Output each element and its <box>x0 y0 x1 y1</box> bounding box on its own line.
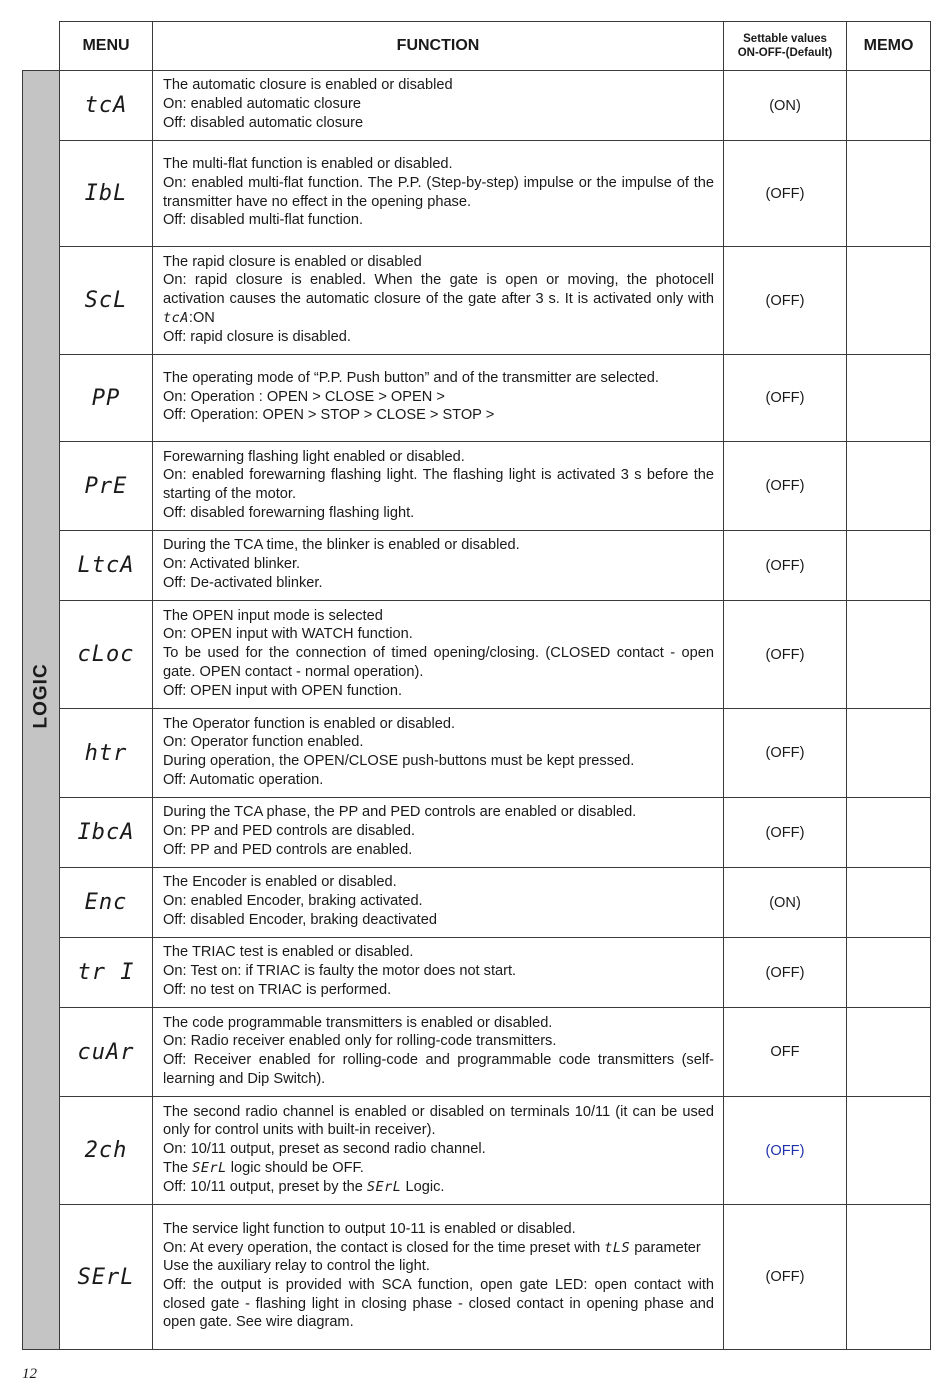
function-text: The operating mode of “P.P. Push button” and of the transmitter are selected. <box>163 369 659 386</box>
function-text: The second radio channel is enabled or disabled on terminals 10/11 (it can be used only for control units with built-in receiver). <box>163 1103 714 1139</box>
header-settable-values <box>724 22 847 71</box>
memo-cell <box>847 355 931 442</box>
default-value: (OFF) <box>724 1097 847 1205</box>
function-text: On: Operator function enabled. <box>163 734 364 751</box>
table-row <box>23 247 931 355</box>
function-text: On: 10/11 output, preset as second radio channel. <box>163 1141 486 1158</box>
table-row <box>23 938 931 1008</box>
default-value: (ON) <box>724 71 847 141</box>
function-text: Off: De-activated blinker. <box>163 574 323 591</box>
function-text: Off: disabled Encoder, braking deactivated <box>163 911 437 928</box>
default-value: (OFF) <box>724 141 847 247</box>
default-value: (OFF) <box>724 531 847 601</box>
memo-cell <box>847 531 931 601</box>
function-text: On: PP and PED controls are disabled. <box>163 823 416 840</box>
function-text: The OPEN input mode is selected <box>163 607 383 624</box>
default-value: (OFF) <box>724 442 847 531</box>
function-cell <box>153 868 724 938</box>
function-text: During the TCA phase, the PP and PED controls are enabled or disabled. <box>163 804 637 821</box>
function-text: Off: Automatic operation. <box>163 771 324 788</box>
default-value: (OFF) <box>724 601 847 709</box>
table-row <box>23 868 931 938</box>
memo-cell <box>847 938 931 1008</box>
function-text-part: :ON <box>188 309 215 326</box>
function-text-part: logic should be OFF. <box>230 1159 364 1176</box>
function-text-part: The <box>163 1159 189 1176</box>
function-cell <box>153 798 724 868</box>
default-value: (OFF) <box>724 1205 847 1350</box>
menu-code-cell <box>60 868 153 938</box>
menu-code-cell <box>60 141 153 247</box>
table-row <box>23 1008 931 1097</box>
function-text: On: OPEN input with WATCH function. <box>163 626 413 643</box>
function-cell <box>153 1205 724 1350</box>
lcd-inline-code: SErL <box>366 1178 402 1195</box>
function-text-part: Logic. <box>405 1178 445 1195</box>
function-text: Off: no test on TRIAC is performed. <box>163 981 392 998</box>
table-row <box>23 71 931 141</box>
function-text: Off: disabled automatic closure <box>163 114 364 131</box>
function-text: Use the auxiliary relay to control the light. <box>163 1258 430 1275</box>
function-cell <box>153 938 724 1008</box>
memo-cell <box>847 442 931 531</box>
menu-code-cell <box>60 247 153 355</box>
lcd-code: IbL <box>84 181 128 206</box>
lcd-code: cuAr <box>77 1039 135 1065</box>
function-text <box>163 1159 714 1178</box>
function-text: Off: PP and PED controls are enabled. <box>163 841 413 858</box>
lcd-code: LtcA <box>77 553 135 578</box>
default-value: (ON) <box>724 868 847 938</box>
lcd-code: Enc <box>84 890 128 915</box>
memo-cell <box>847 141 931 247</box>
menu-code-cell <box>60 1097 153 1205</box>
function-text-part: On: At every operation, the contact is closed for the time preset with <box>163 1239 601 1256</box>
function-text: Off: disabled multi-flat function. <box>163 212 364 229</box>
function-text: The Operator function is enabled or disabled. <box>163 715 456 732</box>
function-text: The service light function to output 10-11 is enabled or disabled. <box>163 1220 576 1237</box>
function-text: On: Radio receiver enabled only for rolling-code transmitters. <box>163 1033 557 1050</box>
function-text: Off: the output is provided with SCA function, open gate LED: open contact with closed gate - flashing light in closing phase - closed contact in opening phase and open gate. See wire diagram. <box>163 1277 714 1331</box>
menu-code-cell <box>60 71 153 141</box>
function-text: During operation, the OPEN/CLOSE push-buttons must be kept pressed. <box>163 753 635 769</box>
header-values-line2: ON-OFF-(Default) <box>737 47 833 59</box>
table-row <box>23 141 931 247</box>
function-text: The Encoder is enabled or disabled. <box>163 874 397 891</box>
function-cell <box>153 247 724 355</box>
function-text: The TRIAC test is enabled or disabled. <box>163 944 414 961</box>
menu-code-cell <box>60 355 153 442</box>
memo-cell <box>847 1008 931 1097</box>
lcd-code: ScL <box>84 288 128 313</box>
function-text: On: enabled Encoder, braking activated. <box>163 893 423 910</box>
function-text: The multi-flat function is enabled or disabled. <box>163 156 453 173</box>
memo-cell <box>847 868 931 938</box>
function-text-part: Off: 10/11 output, preset by the <box>163 1178 363 1195</box>
lcd-code: SErL <box>77 1264 135 1290</box>
default-value: (OFF) <box>724 247 847 355</box>
memo-cell <box>847 71 931 141</box>
function-text: The automatic closure is enabled or disabled <box>163 77 453 94</box>
lcd-inline-code: SErL <box>192 1159 227 1176</box>
function-text: The rapid closure is enabled or disabled <box>163 253 422 270</box>
header-values-line1: Settable values <box>743 33 827 45</box>
memo-cell <box>847 247 931 355</box>
function-text: On: Activated blinker. <box>163 556 301 573</box>
function-text: On: enabled multi-flat function. The P.P. (Step-by-step) impulse or the impulse of the transmitter have no effect in the opening phase. <box>163 174 714 210</box>
function-text <box>163 1239 714 1258</box>
table-row <box>23 355 931 442</box>
function-text: Off: Receiver enabled for rolling-code and programmable code transmitters (self-learning and Dip Switch). <box>163 1052 714 1087</box>
lcd-code: PrE <box>84 473 128 499</box>
function-cell <box>153 141 724 247</box>
menu-code-cell <box>60 798 153 868</box>
memo-cell <box>847 709 931 798</box>
table-header-row <box>23 22 931 71</box>
default-value: OFF <box>724 1008 847 1097</box>
menu-code-cell <box>60 1008 153 1097</box>
lcd-code: IbcA <box>77 820 135 845</box>
default-value: (OFF) <box>724 355 847 442</box>
function-cell <box>153 709 724 798</box>
lcd-code: 2ch <box>84 1138 128 1163</box>
logic-settings-table <box>22 21 931 1350</box>
menu-code-cell <box>60 938 153 1008</box>
menu-code-cell <box>60 531 153 601</box>
function-cell <box>153 1097 724 1205</box>
function-text: On: enabled forewarning flashing light. The flashing light is activated 3 s before the starting of the motor. <box>163 467 714 502</box>
function-cell <box>153 1008 724 1097</box>
lcd-code: tr I <box>77 960 135 985</box>
function-text: Forewarning flashing light enabled or disabled. <box>163 448 465 465</box>
table-row <box>23 442 931 531</box>
section-label: LOGIC <box>30 663 52 729</box>
header-menu: MENU <box>60 22 153 71</box>
default-value: (OFF) <box>724 798 847 868</box>
function-text: On: Operation : OPEN > CLOSE > OPEN > <box>163 388 445 405</box>
function-text: Off: disabled forewarning flashing light. <box>163 504 415 521</box>
default-value: (OFF) <box>724 709 847 798</box>
memo-cell <box>847 601 931 709</box>
function-cell <box>153 442 724 531</box>
memo-cell <box>847 798 931 868</box>
table-row <box>23 601 931 709</box>
function-text: Off: rapid closure is disabled. <box>163 328 351 345</box>
function-text: Off: OPEN input with OPEN function. <box>163 682 403 699</box>
header-function: FUNCTION <box>153 22 724 71</box>
table-row <box>23 798 931 868</box>
function-text: To be used for the connection of timed opening/closing. (CLOSED contact - open gate. OPEN contact - normal operation). <box>163 645 714 680</box>
function-text: Off: Operation: OPEN > STOP > CLOSE > STOP > <box>163 407 495 424</box>
function-text-part: On: rapid closure is enabled. When the gate is open or moving, the photocell activation causes the automatic closure of the gate after 3 s. It is activated only with <box>163 272 714 308</box>
default-value: (OFF) <box>724 938 847 1008</box>
table-row <box>23 1097 931 1205</box>
function-cell <box>153 601 724 709</box>
lcd-code: cLoc <box>77 642 135 667</box>
function-text <box>163 1178 714 1197</box>
memo-cell <box>847 1205 931 1350</box>
lcd-code: tcA <box>84 93 128 118</box>
function-cell <box>153 355 724 442</box>
function-cell <box>153 71 724 141</box>
menu-code-cell <box>60 442 153 531</box>
menu-code-cell <box>60 1205 153 1350</box>
table-row <box>23 531 931 601</box>
lcd-inline-code: tLS <box>604 1239 631 1256</box>
menu-code-cell <box>60 601 153 709</box>
lcd-code: PP <box>91 385 121 411</box>
memo-cell <box>847 1097 931 1205</box>
header-corner <box>23 22 60 71</box>
lcd-code: htr <box>84 740 128 766</box>
section-sidebar <box>23 71 60 1350</box>
menu-code-cell <box>60 709 153 798</box>
function-text-part: parameter <box>634 1239 701 1256</box>
function-text: The code programmable transmitters is enabled or disabled. <box>163 1014 553 1031</box>
lcd-inline-code: tcA <box>163 309 189 326</box>
header-memo: MEMO <box>847 22 931 71</box>
function-cell <box>153 531 724 601</box>
function-text: On: Test on: if TRIAC is faulty the motor does not start. <box>163 963 517 980</box>
table-row <box>23 709 931 798</box>
table-row <box>23 1205 931 1350</box>
page-number: 12 <box>22 1366 37 1382</box>
function-text: During the TCA time, the blinker is enabled or disabled. <box>163 537 520 554</box>
function-text <box>163 271 714 327</box>
function-text: On: enabled automatic closure <box>163 96 361 113</box>
